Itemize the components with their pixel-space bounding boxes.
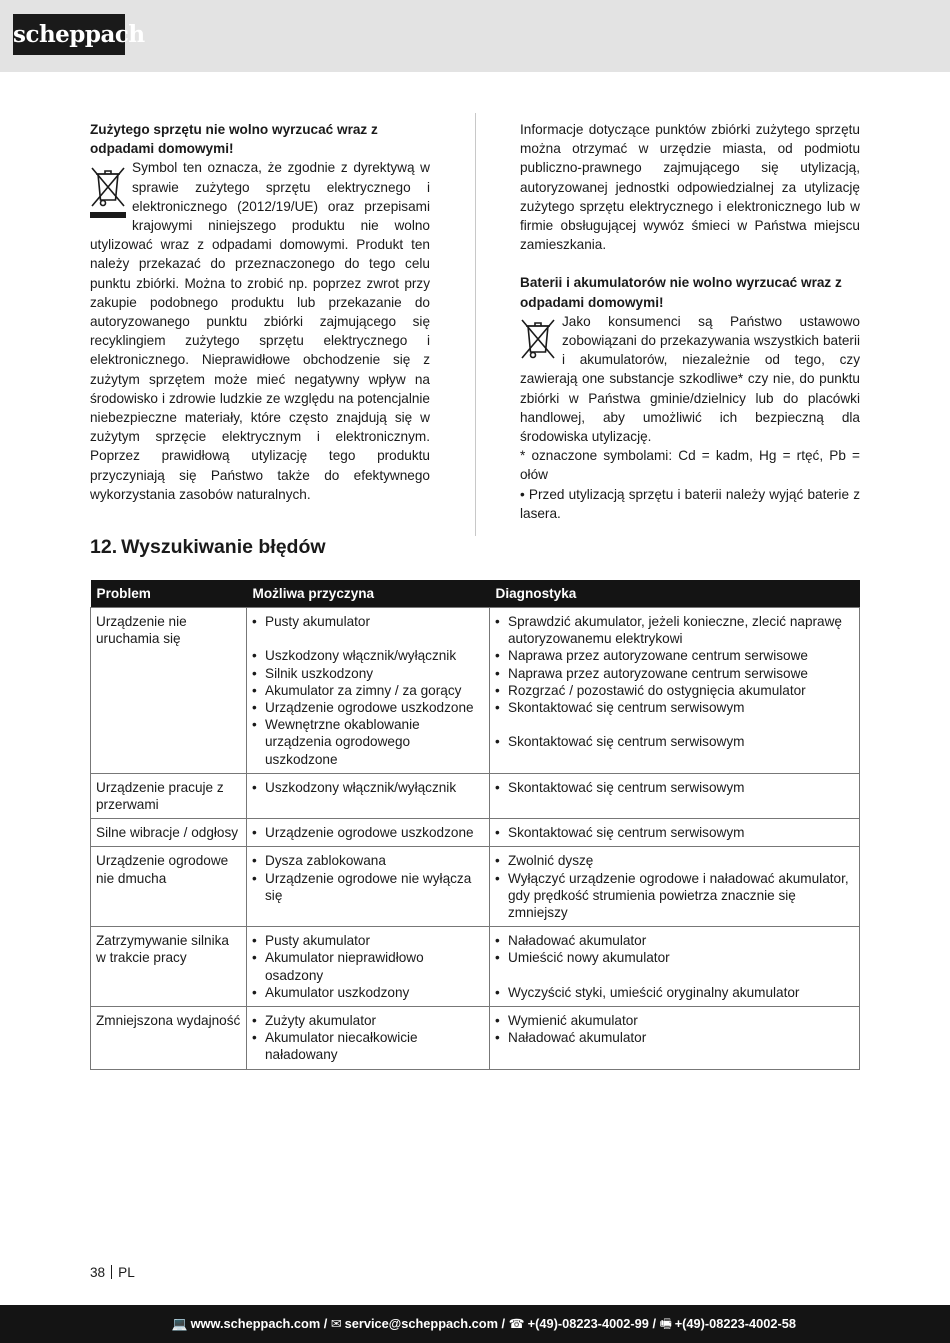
cause-item: • Akumulator uszkodzony: [252, 984, 485, 1001]
table-row: [91, 819, 860, 847]
crossed-out-wheelie-bin-icon: [90, 162, 126, 218]
footer-web[interactable]: www.scheppach.com: [190, 1316, 321, 1331]
scheppach-logo: scheppach: [13, 14, 125, 55]
collection-info: Informacje dotyczące punktów zbiórki zużytego sprzętu można otrzymać w urzędzie miasta, od podmiotu publiczno-prawnego zajmującego się utylizacją, autoryzowanej jednostki odpowiedzialnej za utylizację zużytego sprzętu elektrycznego i elektronicznego lub w firmie obsługującej wywóz śmieci w Państwa miejscu zamieszkania.: [520, 122, 860, 253]
column-divider: [475, 113, 476, 536]
header-diagnosis: Diagnostyka: [490, 580, 860, 608]
diagnosis-item: • Naładować akumulator: [495, 1029, 855, 1046]
cause-cell: [247, 1007, 490, 1070]
diagnosis-item: • Skontaktować się centrum serwisowym: [495, 699, 855, 716]
diagnosis-list: [495, 824, 855, 841]
cause-item: • Urządzenie ogrodowe uszkodzone: [252, 824, 485, 841]
diagnosis-cell: [490, 927, 860, 1007]
table-header-row: [91, 580, 860, 608]
table-row: [91, 608, 860, 774]
section-number: 12.: [90, 536, 118, 558]
diagnosis-list: [495, 779, 855, 796]
diagnosis-item: • Skontaktować się centrum serwisowym: [495, 733, 855, 750]
diagnosis-item: • Rozgrzać / pozostawić do ostygnięcia akumulator: [495, 682, 855, 699]
cause-list: [252, 613, 485, 768]
page-language: PL: [118, 1265, 135, 1280]
header-problem: Problem: [91, 580, 247, 608]
diagnosis-cell: [490, 773, 860, 818]
left-column: [90, 120, 430, 504]
diagnosis-list: [495, 932, 855, 1001]
cause-list: [252, 932, 485, 1001]
laptop-icon: 💻: [171, 1316, 188, 1331]
cause-list: [252, 824, 485, 841]
diagnosis-item: • Naprawa przez autoryzowane centrum serwisowe: [495, 665, 855, 682]
problem-cell: Urządzenie pracuje z przerwami: [91, 773, 247, 818]
table-row: [91, 927, 860, 1007]
footer-fax: +(49)-08223-4002-58: [674, 1316, 796, 1331]
table-body: [91, 608, 860, 1070]
diagnosis-item: • Wyczyścić styki, umieścić oryginalny akumulator: [495, 984, 855, 1001]
envelope-icon: ✉: [330, 1316, 342, 1331]
table-row: [91, 1007, 860, 1070]
diagnosis-list: [495, 613, 855, 751]
page-number: [90, 1265, 135, 1280]
spacer: [252, 630, 485, 647]
problem-cell: Urządzenie nie uruchamia się: [91, 608, 247, 774]
cause-cell: [247, 847, 490, 927]
section-title-text: Wyszukiwanie błędów: [121, 536, 326, 558]
cause-item: • Pusty akumulator: [252, 932, 485, 949]
diagnosis-item: • Naprawa przez autoryzowane centrum serwisowe: [495, 647, 855, 664]
cause-item: • Zużyty akumulator: [252, 1012, 485, 1029]
spacer: [495, 967, 855, 984]
cause-list: [252, 779, 485, 796]
fax-icon: 🖷: [659, 1316, 672, 1331]
problem-cell: Zmniejszona wydajność: [91, 1007, 247, 1070]
footer-bar: [0, 1305, 950, 1343]
cause-item: • Silnik uszkodzony: [252, 665, 485, 682]
cause-cell: [247, 608, 490, 774]
weee-heading: Zużytego sprzętu nie wolno wyrzucać wraz z odpadami domowymi!: [90, 122, 378, 157]
cause-cell: [247, 927, 490, 1007]
diagnosis-cell: [490, 608, 860, 774]
battery-heading: Baterii i akumulatorów nie wolno wyrzucać wraz z odpadami domowymi!: [520, 275, 842, 310]
diagnosis-item: • Naładować akumulator: [495, 932, 855, 949]
header-cause: Możliwa przyczyna: [247, 580, 490, 608]
diagnosis-item: • Skontaktować się centrum serwisowym: [495, 824, 855, 841]
cause-item: • Akumulator nieprawidłowo osadzony: [252, 949, 485, 983]
battery-body: Jako konsumenci są Państwo ustawowo zobowiązani do przekazywania wszystkich baterii i akumulatorów, niezależnie od tego, czy zawierają one substancje szkodliwe* czy nie, do punktu zbiórki w Państwa gminie/dzielnicy lub do placówki handlowej, aby umożliwić ich bezpieczną dla środowiska utylizację.: [520, 313, 860, 445]
crossed-out-bin-icon: [520, 316, 556, 360]
problem-cell: Silne wibracje / odgłosy: [91, 819, 247, 847]
footer-sep: /: [497, 1316, 509, 1331]
cause-item: • Wewnętrzne okablowanie urządzenia ogrodowego uszkodzone: [252, 716, 485, 768]
diagnosis-item: • Wymienić akumulator: [495, 1012, 855, 1029]
troubleshooting-table: [90, 580, 860, 1070]
diagnosis-item: • Umieścić nowy akumulator: [495, 949, 855, 966]
cause-list: [252, 852, 485, 904]
cause-item: • Urządzenie ogrodowe nie wyłącza się: [252, 870, 485, 904]
telephone-icon: ☎: [508, 1316, 525, 1331]
laser-battery-note: • Przed utylizacją sprzętu i baterii należy wyjąć baterie z lasera.: [520, 486, 860, 521]
cause-item: • Uszkodzony włącznik/wyłącznik: [252, 779, 485, 796]
cause-item: • Akumulator niecałkowicie naładowany: [252, 1029, 485, 1063]
spacer: [495, 716, 855, 733]
diagnosis-item: • Wyłączyć urządzenie ogrodowe i naładować akumulator, gdy prędkość strumienia powietrza znacznie się zmniejszy: [495, 870, 855, 922]
hazard-note: * oznaczone symbolami: Cd = kadm, Hg = rtęć, Pb = ołów: [520, 448, 860, 483]
diagnosis-item: • Skontaktować się centrum serwisowym: [495, 779, 855, 796]
diagnosis-list: [495, 1012, 855, 1046]
diagnosis-item: • Sprawdzić akumulator, jeżeli konieczne, zlecić naprawę autoryzowanemu elektrykowi: [495, 613, 855, 647]
problem-cell: Zatrzymywanie silnika w trakcie pracy: [91, 927, 247, 1007]
cause-item: • Urządzenie ogrodowe uszkodzone: [252, 699, 485, 716]
cause-cell: [247, 819, 490, 847]
right-column: [520, 120, 860, 523]
diagnosis-cell: [490, 1007, 860, 1070]
footer-sep: /: [648, 1316, 660, 1331]
page-number-separator: [111, 1265, 112, 1279]
weee-body: Symbol ten oznacza, że zgodnie z dyrektywą w sprawie zużytego sprzętu elektrycznego i elektronicznego (2012/19/UE) oraz przepisami krajowymi niniejszego produktu nie wolno utylizować wraz z odpadami domowymi. Produkt ten należy przekazać do przeznaczonego do tego celu punktu zbiórki. Można to zrobić np. poprzez zwrot przy zakupie podobnego produktu lub przekazanie do autoryzowanego punktu zbiórki zajmującego się recyklingiem zużytego sprzętu elektrycznego i elektronicznego. Nieprawidłowe obchodzenie się z zużytym sprzętem może mieć negatywny wpływ na środowisko i zdrowie ludzkie ze względu na potencjalnie niebezpieczne materiały, które często znajdują się w zużytym sprzęcie elektrycznym i elektronicznym. Poprzez prawidłową utylizację tego produktu przyczyniają się Państwo także do efektywnego wykorzystania zasobów naturalnych.: [90, 160, 430, 502]
cause-item: • Akumulator za zimny / za gorący: [252, 682, 485, 699]
cause-list: [252, 1012, 485, 1064]
header-bar: [0, 0, 950, 72]
footer-phone: +(49)-08223-4002-99: [527, 1316, 649, 1331]
cause-cell: [247, 773, 490, 818]
diagnosis-item: • Zwolnić dyszę: [495, 852, 855, 869]
diagnosis-cell: [490, 819, 860, 847]
cause-item: • Pusty akumulator: [252, 613, 485, 630]
cause-item: • Uszkodzony włącznik/wyłącznik: [252, 647, 485, 664]
diagnosis-cell: [490, 847, 860, 927]
table-row: [91, 847, 860, 927]
footer-sep: /: [320, 1316, 331, 1331]
page-number-value: 38: [90, 1265, 106, 1280]
diagnosis-list: [495, 852, 855, 921]
cause-item: • Dysza zablokowana: [252, 852, 485, 869]
problem-cell: Urządzenie ogrodowe nie dmucha: [91, 847, 247, 927]
table-row: [91, 773, 860, 818]
footer-email[interactable]: service@scheppach.com: [344, 1316, 498, 1331]
section-title: [90, 536, 326, 559]
